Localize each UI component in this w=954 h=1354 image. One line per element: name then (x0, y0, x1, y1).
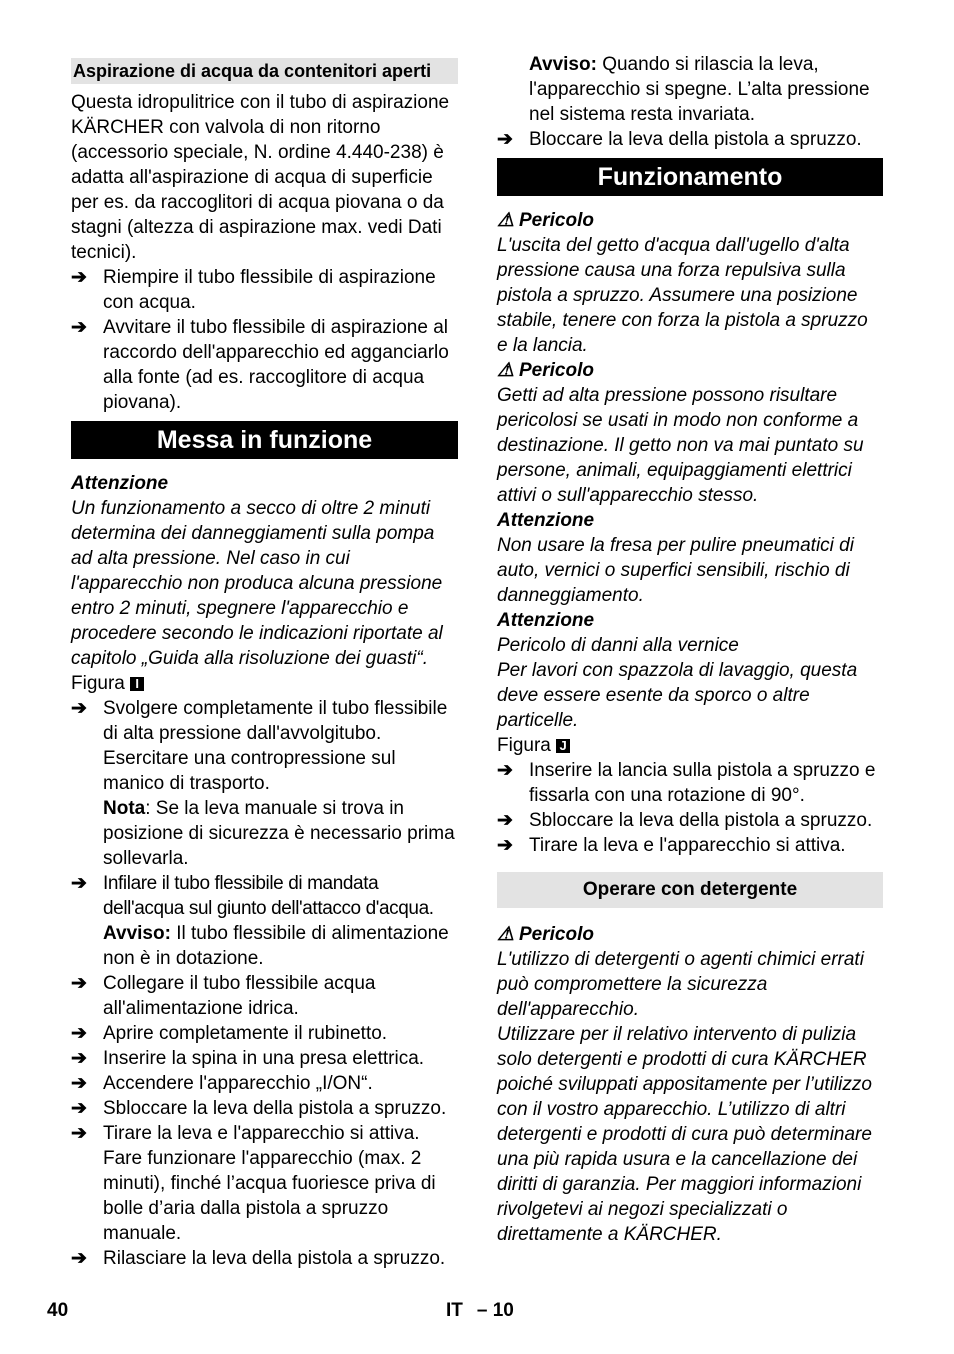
notice-label: Avviso: (529, 54, 597, 75)
danger-label: ⚠ Pericolo (497, 210, 594, 231)
list-item: ➔ Rilasciare la leva della pistola a spruzzo. (71, 1248, 446, 1269)
attention-text: Per lavori con spazzola di lavaggio, questa deve essere esente da sporco o altre particelle. (497, 660, 858, 731)
list-item: ➔ Svolgere completamente il tubo flessibile di alta pressione dall'avvolgitubo. Esercitare una contropressione sul manico di trasporto. Nota: Se la leva manuale si trova in posizione di sicurezza è necessario prima sollevarla. (71, 698, 455, 869)
list-item: ➔ Tirare la leva e l'apparecchio si attiva. Fare funzionare l'apparecchio (max. 2 minuti), finché l’acqua fuoriesce priva di bolle d’aria dalla pistola a spruzzo manuale. (71, 1123, 436, 1244)
arrow-right-icon: ➔ (497, 129, 513, 150)
attention-label: Attenzione (497, 510, 595, 531)
section-heading-aspiration: Aspirazione di acqua da contenitori aperti (71, 58, 458, 84)
danger-text: Utilizzare per il relativo intervento di pulizia solo detergenti e prodotti di cura KÄRCHER poiché sviluppati appositamente per l’utilizzo con il vostro apparecchio. L’utilizzo di altri detergenti e prodotti di cura può determinare una più rapida usura e la cancellazione dei diritti di garanzia. Per maggiori informazioni rivolgetevi ai negozi specializzati o direttamente a KÄRCHER. (497, 1024, 872, 1245)
arrow-right-icon: ➔ (71, 973, 87, 994)
arrow-right-icon: ➔ (71, 267, 87, 288)
section-heading-startup: Messa in funzione (71, 421, 458, 459)
page-number: 40 (47, 1300, 69, 1321)
arrow-right-icon: ➔ (71, 317, 87, 338)
arrow-right-icon: ➔ (71, 1073, 87, 1094)
list-item: ➔ Collegare il tubo flessibile acqua all'alimentazione idrica. (71, 973, 376, 1019)
list-item: ➔ Sbloccare la leva della pistola a spruzzo. (497, 810, 873, 831)
arrow-right-icon: ➔ (71, 873, 87, 894)
figure-ref: Figura I (71, 671, 458, 696)
figure-letter-badge: I (130, 677, 144, 691)
figure-ref: Figura J (497, 733, 883, 758)
danger-label: ⚠ Pericolo (497, 360, 594, 381)
arrow-right-icon: ➔ (497, 835, 513, 856)
danger-text: Getti ad alta pressione possono risultare pericolosi se usati in modo non conforme a destinazione. Il getto non va mai puntato su persone, animali, equipaggiamenti elettrici attivi o sull'apparecchio stesso. (497, 385, 864, 506)
arrow-right-icon: ➔ (497, 810, 513, 831)
list-item: ➔ Riempire il tubo flessibile di aspirazione con acqua. (71, 267, 436, 313)
attention-text: Un funzionamento a secco di oltre 2 minuti determina dei danneggiamenti sulla pompa ad alta pressione. Nel caso in cui l'apparecchio non produca alcuna pressione entro 2 minuti, spegnere l'apparecchio e procedere secondo le indicazioni riportate al capitolo „Guida alla risoluzione dei guasti“. (71, 498, 443, 669)
arrow-right-icon: ➔ (497, 760, 513, 781)
notice-paragraph: Avviso: Quando si rilascia la leva, l'apparecchio si spegne. L’alta pressione nel sistema resta invariata. (529, 54, 870, 125)
list-item: ➔ Sbloccare la leva della pistola a spruzzo. (71, 1098, 447, 1119)
arrow-right-icon: ➔ (71, 1248, 87, 1269)
right-column (497, 52, 883, 1247)
warning-triangle-icon: ⚠ (497, 924, 515, 945)
footer-language-page: IT – 10 (446, 1300, 514, 1321)
arrow-right-icon: ➔ (71, 1048, 87, 1069)
list-item: ➔ Aprire completamente il rubinetto. (71, 1023, 388, 1044)
attention-text: Non usare la fresa per pulire pneumatici di auto, vernici o superfici sensibili, rischio di danneggiamento. (497, 535, 854, 606)
left-column (71, 58, 458, 1271)
arrow-right-icon: ➔ (71, 1023, 87, 1044)
danger-label: ⚠ Pericolo (497, 924, 594, 945)
list-item: ➔ Avvitare il tubo flessibile di aspirazione al raccordo dell'apparecchio ed agganciarlo alla fonte (ad es. raccoglitore di acqua piovana). (71, 317, 449, 413)
list-item: ➔ Inserire la spina in una presa elettrica. (71, 1048, 425, 1069)
attention-label: Attenzione (71, 473, 169, 494)
list-item: ➔ Accendere l'apparecchio „I/ON“. (71, 1073, 373, 1094)
arrow-right-icon: ➔ (71, 698, 87, 719)
arrow-right-icon: ➔ (71, 1098, 87, 1119)
figure-letter-badge: J (556, 739, 570, 753)
attention-label: Attenzione (497, 610, 595, 631)
list-item: ➔ Bloccare la leva della pistola a spruzzo. (497, 129, 862, 150)
list-item: ➔ Infilare il tubo flessibile di mandata dell'acqua sul giunto dell'attacco d'acqua. Avviso: Il tubo flessibile di alimentazione non è in dotazione. (71, 873, 449, 969)
arrow-right-icon: ➔ (71, 1123, 87, 1144)
attention-text: Pericolo di danni alla vernice (497, 635, 739, 656)
aspiration-body: Questa idropulitrice con il tubo di aspirazione KÄRCHER con valvola di non ritorno (accessorio speciale, N. ordine 4.440-238) è adatta all'aspirazione di acqua di superficie per es. da raccoglitori di acqua piovana o da stagni (altezza di aspirazione max. vedi Dati tecnici). (71, 92, 450, 263)
list-item: ➔ Tirare la leva e l'apparecchio si attiva. (497, 835, 846, 856)
warning-triangle-icon: ⚠ (497, 360, 515, 381)
notice-label: Avviso: (103, 923, 171, 944)
danger-text: L'utilizzo di detergenti o agenti chimici errati può compromettere la sicurezza dell'apparecchio. (497, 949, 864, 1020)
danger-text: L'uscita del getto d'acqua dall'ugello d'alta pressione causa una forza repulsiva sulla pistola a spruzzo. Assumere una posizione stabile, tenere con forza la pistola a spruzzo e la lancia. (497, 235, 868, 356)
note-label: Nota (103, 798, 146, 819)
warning-triangle-icon: ⚠ (497, 210, 515, 231)
section-heading-operation: Funzionamento (497, 158, 883, 196)
subsection-heading-detergent: Operare con detergente (497, 872, 883, 908)
list-item: ➔ Inserire la lancia sulla pistola a spruzzo e fissarla con una rotazione di 90°. (497, 760, 876, 806)
